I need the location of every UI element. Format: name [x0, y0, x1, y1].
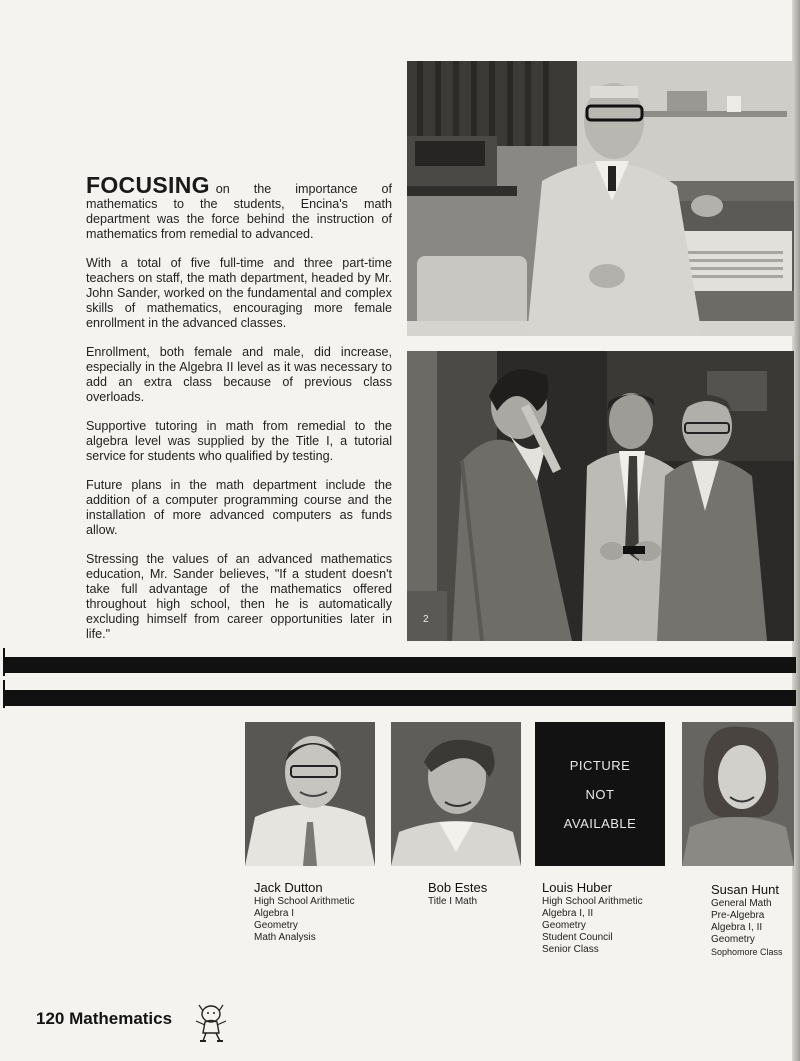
- faculty-caption-1: [254, 881, 355, 944]
- divider-bar-bottom: [4, 690, 796, 706]
- article-paragraph-2: With a total of five full-time and three part-time teachers on staff, the math department, headed by Mr. John Sander, worked on the fundamental and complex skills of mathematics, encouraging more female enrollment in the advanced classes.: [86, 256, 392, 330]
- bar-tick-top: [3, 648, 5, 676]
- lead-word: FOCUSING: [86, 172, 210, 198]
- faculty-role: Math Analysis: [254, 932, 316, 943]
- faculty-role: Algebra I, II: [711, 922, 763, 933]
- bar-tick-bottom: [3, 680, 5, 708]
- placeholder-line-2: NOT: [585, 786, 615, 802]
- placeholder-line-1: PICTURE: [569, 757, 631, 773]
- faculty-role: Sophomore Class: [711, 947, 783, 957]
- faculty-name: Louis Huber: [542, 880, 613, 895]
- article-paragraph-1: FOCUSING on the importance of mathematics to the students, Encina's math department was the force behind the instruction of mathematics from remedial to advanced.: [86, 172, 392, 241]
- portrait-bob-estes: [391, 722, 521, 866]
- portrait-susan-hunt: [682, 722, 794, 866]
- faculty-role: Pre-Algebra: [711, 910, 765, 921]
- faculty-name: Bob Estes: [428, 880, 488, 895]
- faculty-role: Algebra I: [254, 908, 295, 919]
- faculty-role: Student Council: [542, 932, 613, 943]
- faculty-caption-3: [542, 881, 643, 956]
- faculty-caption-2: [428, 881, 487, 908]
- faculty-role: Senior Class: [542, 944, 599, 955]
- page-folio: 120 Mathematics: [36, 1009, 173, 1028]
- faculty-role: Geometry: [711, 934, 755, 945]
- faculty-name: Jack Dutton: [254, 880, 323, 895]
- divider-bar-top: [4, 657, 796, 673]
- picture-not-available: [535, 722, 665, 866]
- faculty-role: Geometry: [254, 920, 298, 931]
- article-paragraph-6: Stressing the values of an advanced mathematics education, Mr. Sander believes, "If a student doesn't take full advantage of the mathematics offered throughout high school, then he is automatically excluding himself from career opportunities later in life.": [86, 552, 392, 641]
- article-paragraph-3: Enrollment, both female and male, did increase, especially in the Algebra II level as it was necessary to add an extra class because of previous class overloads.: [86, 345, 392, 404]
- faculty-role: General Math: [711, 898, 772, 909]
- placeholder-line-3: AVAILABLE: [563, 815, 637, 831]
- faculty-role: High School Arithmetic: [542, 896, 643, 907]
- article-paragraph-4: Supportive tutoring in math from remedial to the algebra level was supplied by the Title I, a tutorial service for students who qualified by testing.: [86, 419, 392, 463]
- faculty-caption-4: [711, 883, 783, 958]
- article-paragraph-5: Future plans in the math department include the addition of a computer programming course and the installation of more advanced computers as funds allow.: [86, 478, 392, 537]
- article-body: [86, 172, 392, 656]
- faculty-role: Algebra I, II: [542, 908, 594, 919]
- photo-faculty-conversation: [407, 351, 794, 641]
- faculty-role: Title I Math: [428, 896, 478, 907]
- photo-teacher-at-desk: [407, 61, 794, 336]
- mascot-icon: [193, 1003, 229, 1043]
- portrait-jack-dutton: [245, 722, 375, 866]
- faculty-name: Susan Hunt: [711, 882, 779, 897]
- photo-number: 2: [423, 614, 429, 625]
- faculty-role: High School Arithmetic: [254, 896, 355, 907]
- faculty-role: Geometry: [542, 920, 586, 931]
